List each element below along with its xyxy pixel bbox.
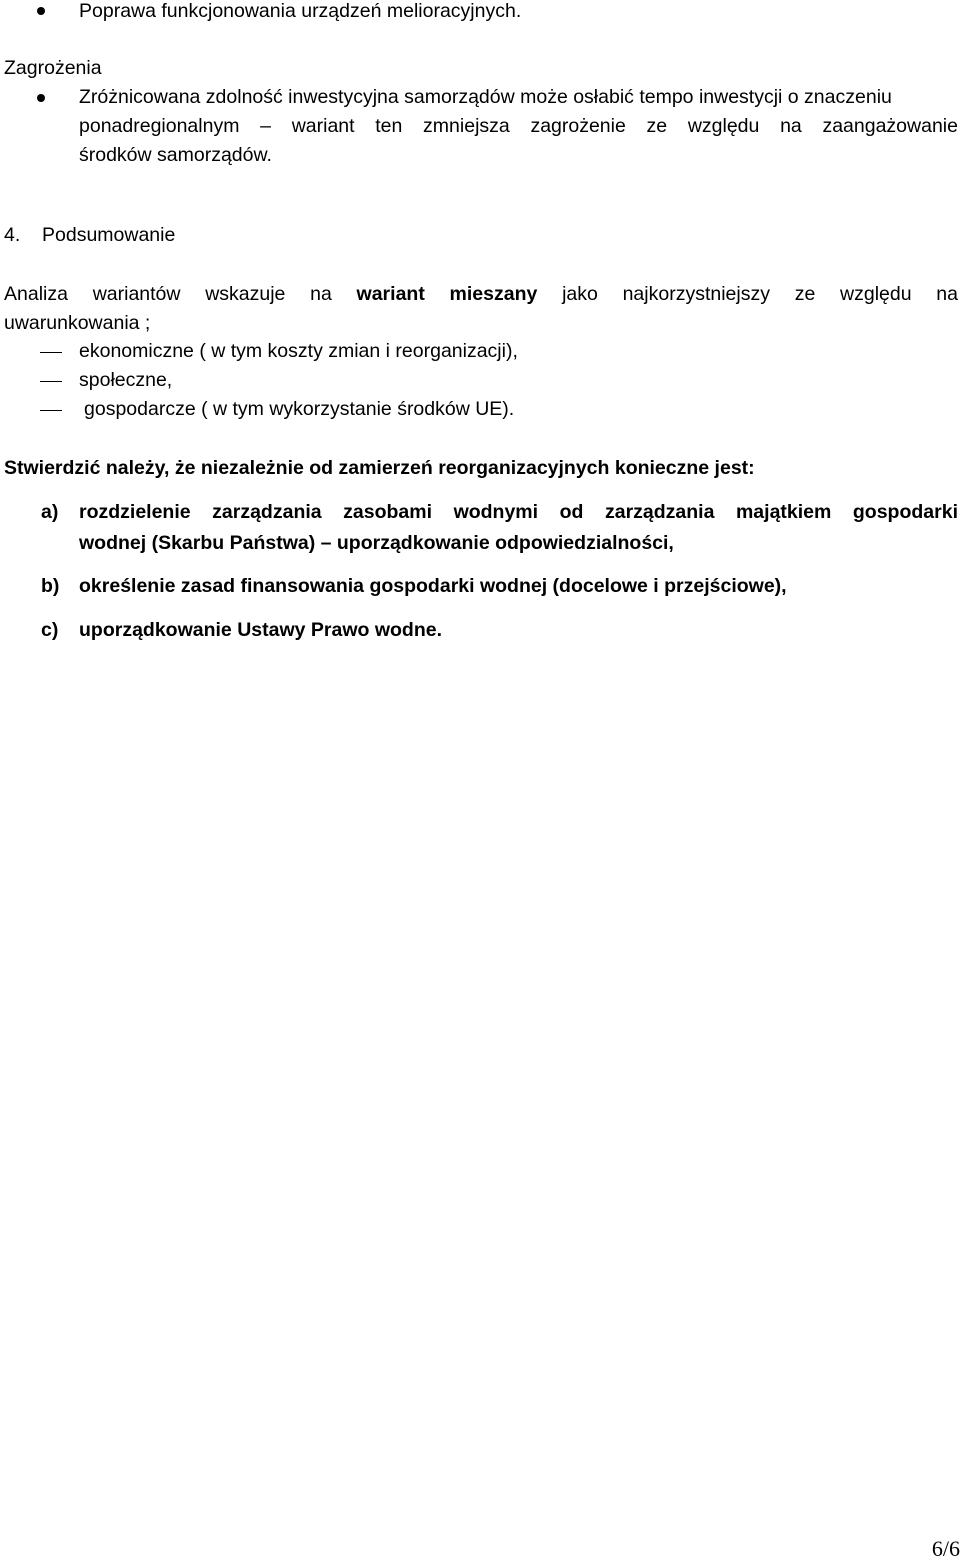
word: zmniejsza — [423, 115, 510, 137]
word: ze — [646, 115, 668, 137]
paragraph-line — [4, 285, 958, 305]
bullet-icon — [37, 94, 45, 102]
list-item: Poprawa funkcjonowania urządzeń melioracyjnych. — [79, 0, 522, 22]
word: zaangażowanie — [822, 115, 958, 137]
item-line: określenie zasad finansowania gospodarki wodnej (docelowe i przejściowe), — [79, 575, 787, 597]
dash-list-item: ekonomiczne ( w tym koszty zmian i reorganizacji), — [79, 340, 518, 362]
word: wskazuje — [205, 283, 286, 305]
item-label: a) — [41, 501, 59, 523]
section-number: 4. — [4, 224, 21, 246]
word: najkorzystniejszy — [622, 283, 770, 305]
dash-bullet-icon — [40, 352, 62, 353]
dash-list-item: gospodarcze ( w tym wykorzystanie środków UE). — [84, 398, 515, 420]
word: ten — [375, 115, 403, 137]
dash-bullet-icon — [40, 410, 62, 411]
item-label: c) — [41, 619, 59, 641]
section-title: Podsumowanie — [42, 224, 176, 246]
word: na — [936, 283, 958, 305]
word: względu — [840, 283, 912, 305]
list-item-line: Zróżnicowana zdolność inwestycyjna samorządów może osłabić tempo inwestycji o znaczeniu — [79, 86, 892, 108]
item-line: wodnej (Skarbu Państwa) – uporządkowanie odpowiedzialności, — [79, 532, 674, 554]
word: ze — [794, 283, 816, 305]
emphasis-word: mieszany — [449, 283, 538, 305]
word: wariant — [291, 115, 355, 137]
paragraph-line: uwarunkowania ; — [4, 312, 151, 334]
word: od — [559, 501, 584, 523]
word: zarządzania — [604, 501, 715, 523]
word: zasobami — [343, 501, 433, 523]
word: ponadregionalnym — [79, 115, 240, 137]
bullet-icon — [37, 7, 45, 15]
item-line — [79, 503, 958, 523]
list-item-line — [79, 117, 958, 137]
list-item-line: środków samorządów. — [79, 144, 272, 166]
word: Analiza — [4, 283, 68, 305]
dash-bullet-icon — [40, 381, 62, 382]
word: zarządzania — [212, 501, 322, 523]
item-label: b) — [41, 575, 60, 597]
word: gospodarki — [852, 501, 958, 523]
item-line: uporządkowanie Ustawy Prawo wodne. — [79, 619, 442, 641]
word: majątkiem — [735, 501, 832, 523]
word: na — [780, 115, 802, 137]
word: wodnymi — [453, 501, 539, 523]
page-number: 6/6 — [931, 1536, 960, 1561]
conclusion-statement: Stwierdzić należy, że niezależnie od zamierzeń reorganizacyjnych konieczne jest: — [4, 457, 755, 479]
word: rozdzielenie — [79, 501, 191, 523]
word: wariantów — [92, 283, 181, 305]
word: jako — [562, 283, 598, 305]
word: względu — [687, 115, 760, 137]
dash-list-item: społeczne, — [79, 369, 173, 391]
emphasis-word: wariant — [356, 283, 425, 305]
word: – — [260, 115, 271, 137]
word: na — [310, 283, 332, 305]
section-heading: Zagrożenia — [4, 57, 102, 79]
word: zagrożenie — [530, 115, 626, 137]
